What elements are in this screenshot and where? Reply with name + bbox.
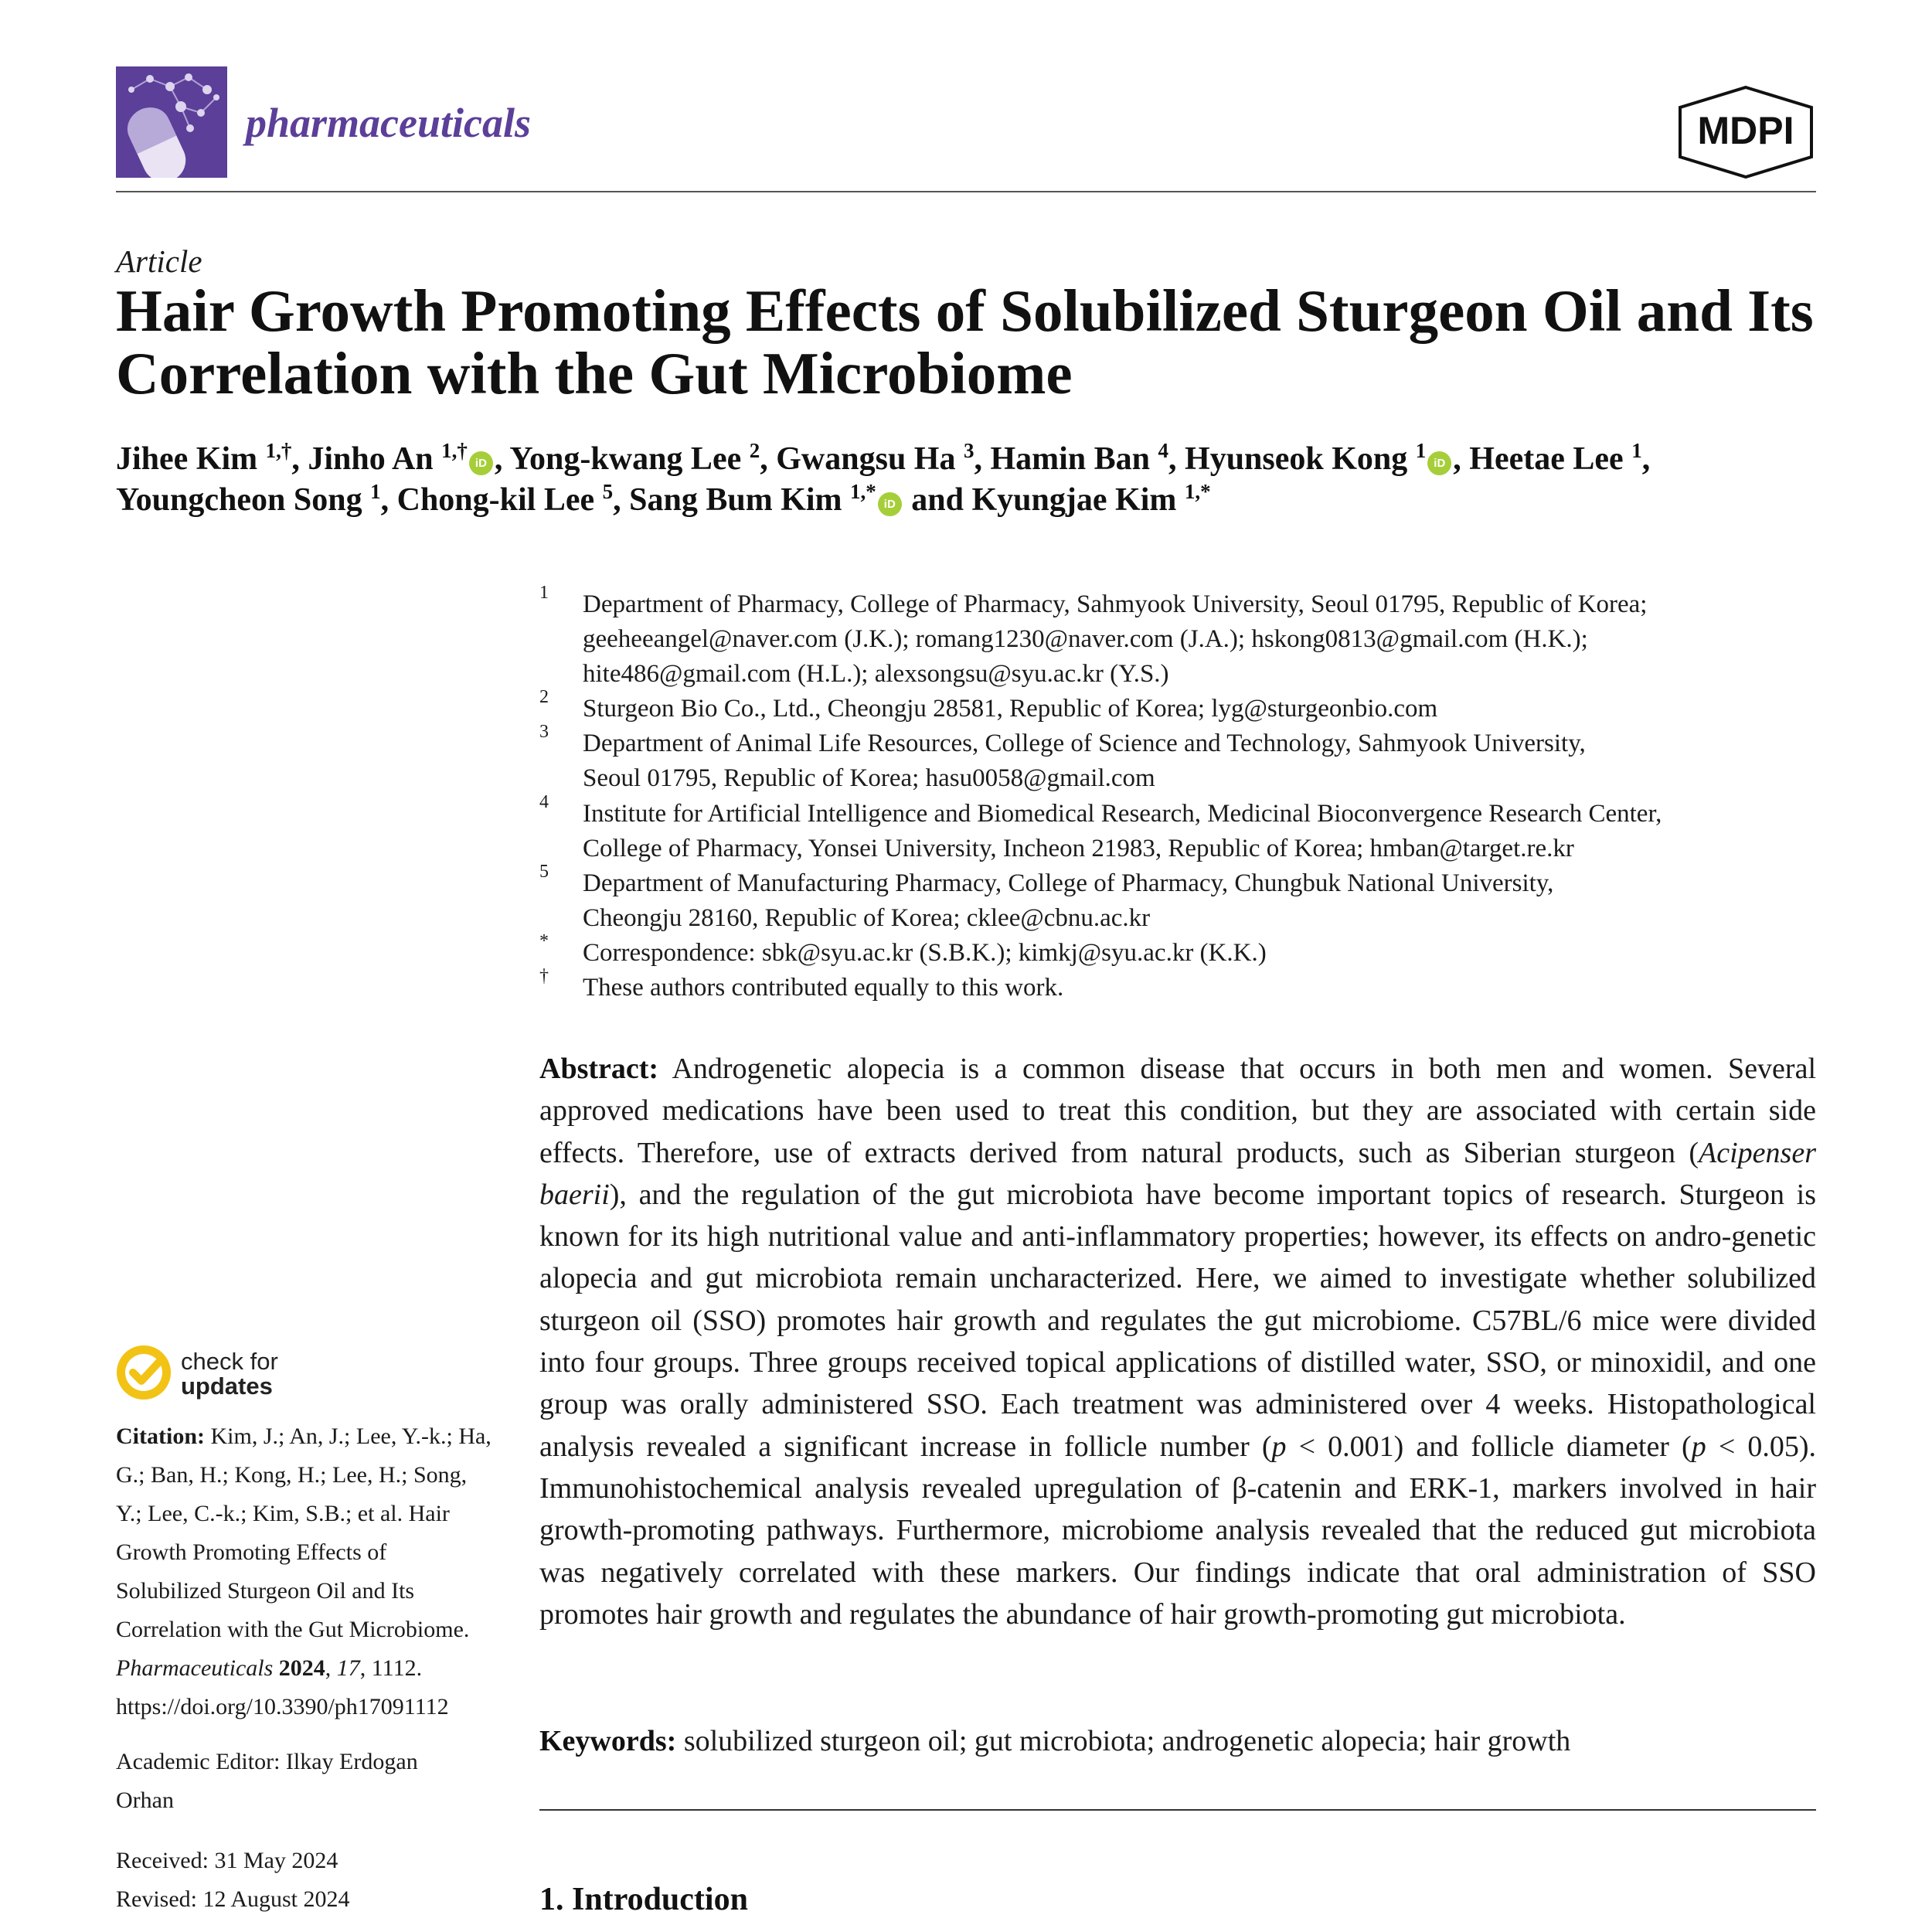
author-affiliation-marker: 1	[370, 480, 381, 503]
affiliation-text: hite486@gmail.com (H.L.); alexsongsu@syu.ac.kr (Y.S.)	[583, 660, 1169, 688]
author-separator: ,	[291, 441, 308, 477]
author-name: Chong-kil Lee	[396, 482, 595, 518]
author-affiliation-marker: 1,*	[850, 480, 876, 503]
affiliation-marker: 3	[539, 722, 549, 743]
author-name: Kyungjae Kim	[971, 482, 1177, 518]
affiliation-marker: *	[539, 931, 549, 951]
author-name: Sang Bum Kim	[629, 482, 842, 518]
author-affiliation-marker: 1	[1415, 439, 1427, 462]
affiliation-text: Correspondence: sbk@syu.ac.kr (S.B.K.); kimkj@syu.ac.kr (K.K.)	[583, 939, 1267, 967]
citation-volume: 17	[336, 1655, 360, 1681]
abstract-divider	[539, 1809, 1816, 1811]
author-name: Yong-kwang Lee	[509, 441, 742, 477]
keywords-text: solubilized sturgeon oil; gut microbiota; androgenetic alopecia; hair growth	[676, 1725, 1571, 1757]
abstract-label: Abstract:	[539, 1053, 659, 1085]
author-separator: ,	[1453, 441, 1470, 477]
author-separator: ,	[1168, 441, 1185, 477]
abstract	[539, 1048, 1816, 1635]
checkmark-icon	[116, 1345, 172, 1400]
keywords	[539, 1720, 1816, 1762]
affiliation-text: College of Pharmacy, Yonsei University, Incheon 21983, Republic of Korea; hmban@target.re.kr	[583, 834, 1574, 862]
author-separator: ,	[613, 482, 630, 518]
abstract-italic-term: p	[1271, 1430, 1287, 1463]
citation-journal: Pharmaceuticals	[116, 1655, 274, 1681]
check-updates-line1: check for	[181, 1348, 278, 1375]
author-separator: ,	[1641, 441, 1651, 477]
citation-line: Correlation with the Gut Microbiome.	[116, 1617, 470, 1642]
author-name: Jinho An	[308, 441, 434, 477]
author-name: Hamin Ban	[990, 441, 1151, 477]
author-name: Hyunseok Kong	[1185, 441, 1408, 477]
citation-line: Y.; Lee, C.-k.; Kim, S.B.; et al. Hair	[116, 1501, 450, 1526]
author-separator: ,	[974, 441, 991, 477]
affiliation-text: Institute for Artificial Intelligence and Biomedical Research, Medicinal Bioconvergence Research Center,	[583, 799, 1662, 828]
affiliation-marker: 4	[539, 791, 549, 812]
author-separator: ,	[494, 441, 510, 477]
abstract-italic-term: p	[1691, 1430, 1706, 1463]
affiliation-marker: 2	[539, 687, 549, 708]
affiliation-text: Department of Manufacturing Pharmacy, College of Pharmacy, Chungbuk National University,	[583, 869, 1554, 897]
citation-year: 2024	[278, 1655, 325, 1681]
affiliation-marker: 1	[539, 583, 549, 603]
author-list	[116, 439, 1832, 521]
citation-line: Kim, J.; An, J.; Lee, Y.-k.; Ha,	[205, 1423, 492, 1449]
author-affiliation-marker: 3	[963, 439, 975, 462]
check-updates-line2: updates	[181, 1372, 273, 1400]
citation-article-number: , 1112.	[359, 1655, 423, 1681]
abstract-text: Androgenetic alopecia is a common disease that occurs in both men and women. Several approved medications have been used to treat this condition, but they are associated with certain side effects. Therefore, use of extracts derived from natural products, such as Siberian sturgeon (	[539, 1053, 1816, 1169]
author-name: Jihee Kim	[116, 441, 258, 477]
citation-line: Solubilized Sturgeon Oil and Its	[116, 1578, 415, 1604]
citation-line: Growth Promoting Effects of	[116, 1539, 387, 1565]
received-date: Received: 31 May 2024	[116, 1848, 338, 1873]
author-separator: and	[903, 482, 972, 518]
author-name: Youngcheon Song	[116, 482, 362, 518]
check-for-updates-badge[interactable]	[116, 1345, 317, 1406]
citation-line: G.; Ban, H.; Kong, H.; Lee, H.; Song,	[116, 1462, 468, 1488]
author-affiliation-marker: 2	[749, 439, 760, 462]
author-name: Gwangsu Ha	[776, 441, 956, 477]
affiliation-marker: 5	[539, 861, 549, 882]
affiliation-text: geeheeangel@naver.com (J.K.); romang1230@naver.com (J.A.); hskong0813@gmail.com (H.K.);	[583, 625, 1588, 653]
citation-doi-link[interactable]: https://doi.org/10.3390/ph17091112	[116, 1694, 449, 1719]
abstract-italic-term: Acipenser baerii	[539, 1136, 1816, 1211]
author-affiliation-marker: 4	[1158, 439, 1169, 462]
author-affiliation-marker: 5	[602, 480, 614, 503]
author-affiliation-marker: 1,*	[1184, 480, 1211, 503]
affiliation-text: These authors contributed equally to this work.	[583, 974, 1064, 1002]
mdpi-logo-text: MDPI	[1697, 109, 1794, 152]
author-affiliation-marker: 1	[1631, 439, 1642, 462]
citation-label: Citation:	[116, 1423, 205, 1449]
affiliation-text: Cheongju 28160, Republic of Korea; cklee@cbnu.ac.kr	[583, 903, 1151, 932]
affiliation-text: Sturgeon Bio Co., Ltd., Cheongju 28581, Republic of Korea; lyg@sturgeonbio.com	[583, 695, 1438, 723]
orcid-icon[interactable]: iD	[469, 451, 493, 475]
keywords-label: Keywords:	[539, 1725, 677, 1757]
affiliation-text: Seoul 01795, Republic of Korea; hasu0058@gmail.com	[583, 764, 1155, 793]
abstract-text: < 0.05). Immunohistochemical analysis revealed upregulation of β-catenin and ERK-1, markers involved in hair growth-promoting pathways. Furthermore, microbiome analysis revealed that the reduced gut microbiota was negatively correlated with these markers. Our findings indicate that oral administration of SSO promotes hair growth and regulates the abundance of hair growth-promoting gut microbiota.	[539, 1430, 1816, 1631]
journal-logo	[116, 66, 227, 178]
author-separator: ,	[760, 441, 777, 477]
author-affiliation-marker: 1,†	[441, 439, 468, 462]
journal-name: pharmaceuticals	[246, 100, 532, 146]
orcid-icon[interactable]: iD	[1427, 451, 1451, 475]
author-separator: ,	[380, 482, 397, 518]
citation-block: Citation: Kim, J.; An, J.; Lee, Y.-k.; Ha, G.; Ban, H.; Kong, H.; Lee, H.; Song, Y.; Lee, C.-k.; Kim, S.B.; et al. Hair Growth Promoting Effects of Solubilized Sturgeon Oil and Its Correlation with the Gut Microbiome. Pharmaceuticals 2024, 17, 1112. https://doi.org/10.3390/ph17091112	[116, 1417, 518, 1726]
author-affiliation-marker: 1,†	[265, 439, 292, 462]
abstract-text: ), and the regulation of the gut microbiota have become important topics of research. Sturgeon is known for its high nutritional value and anti-inflammatory properties; however, its effects on andro-genetic alopecia and gut microbiota remain uncharacterized. Here, we aimed to investigate whether solubilized sturgeon oil (SSO) promotes hair growth and regulates the gut microbiome. C57BL/6 mice were divided into four groups. Three groups received topical applications of distilled water, SSO, or minoxidil, and one group was orally administered SSO. Each treatment was administered over 4 weeks. Histopathological analysis revealed a significant increase in follicle number (	[539, 1178, 1816, 1463]
mdpi-logo	[1675, 85, 1816, 179]
author-name: Heetae Lee	[1469, 441, 1624, 477]
affiliation-text: Department of Animal Life Resources, College of Science and Technology, Sahmyook University,	[583, 730, 1586, 758]
molecule-pill-icon	[116, 66, 227, 178]
paper-title: Hair Growth Promoting Effects of Solubilized Sturgeon Oil and Its Correlation with the Gut Microbiome	[116, 277, 1814, 406]
header-divider	[116, 191, 1816, 192]
academic-editor-line: Academic Editor: Ilkay Erdogan	[116, 1749, 418, 1774]
affiliation-marker: †	[539, 966, 549, 987]
section-heading: 1. Introduction	[539, 1882, 748, 1917]
publication-dates	[116, 1842, 518, 1919]
article-type: Article	[116, 243, 202, 279]
academic-editor-line: Orhan	[116, 1787, 174, 1813]
affiliation-text: Department of Pharmacy, College of Pharmacy, Sahmyook University, Seoul 01795, Republic of Korea;	[583, 590, 1648, 618]
orcid-icon[interactable]: iD	[878, 492, 902, 516]
academic-editor	[116, 1743, 518, 1820]
abstract-text: < 0.001) and follicle diameter (	[1286, 1430, 1692, 1463]
revised-date: Revised: 12 August 2024	[116, 1886, 350, 1912]
